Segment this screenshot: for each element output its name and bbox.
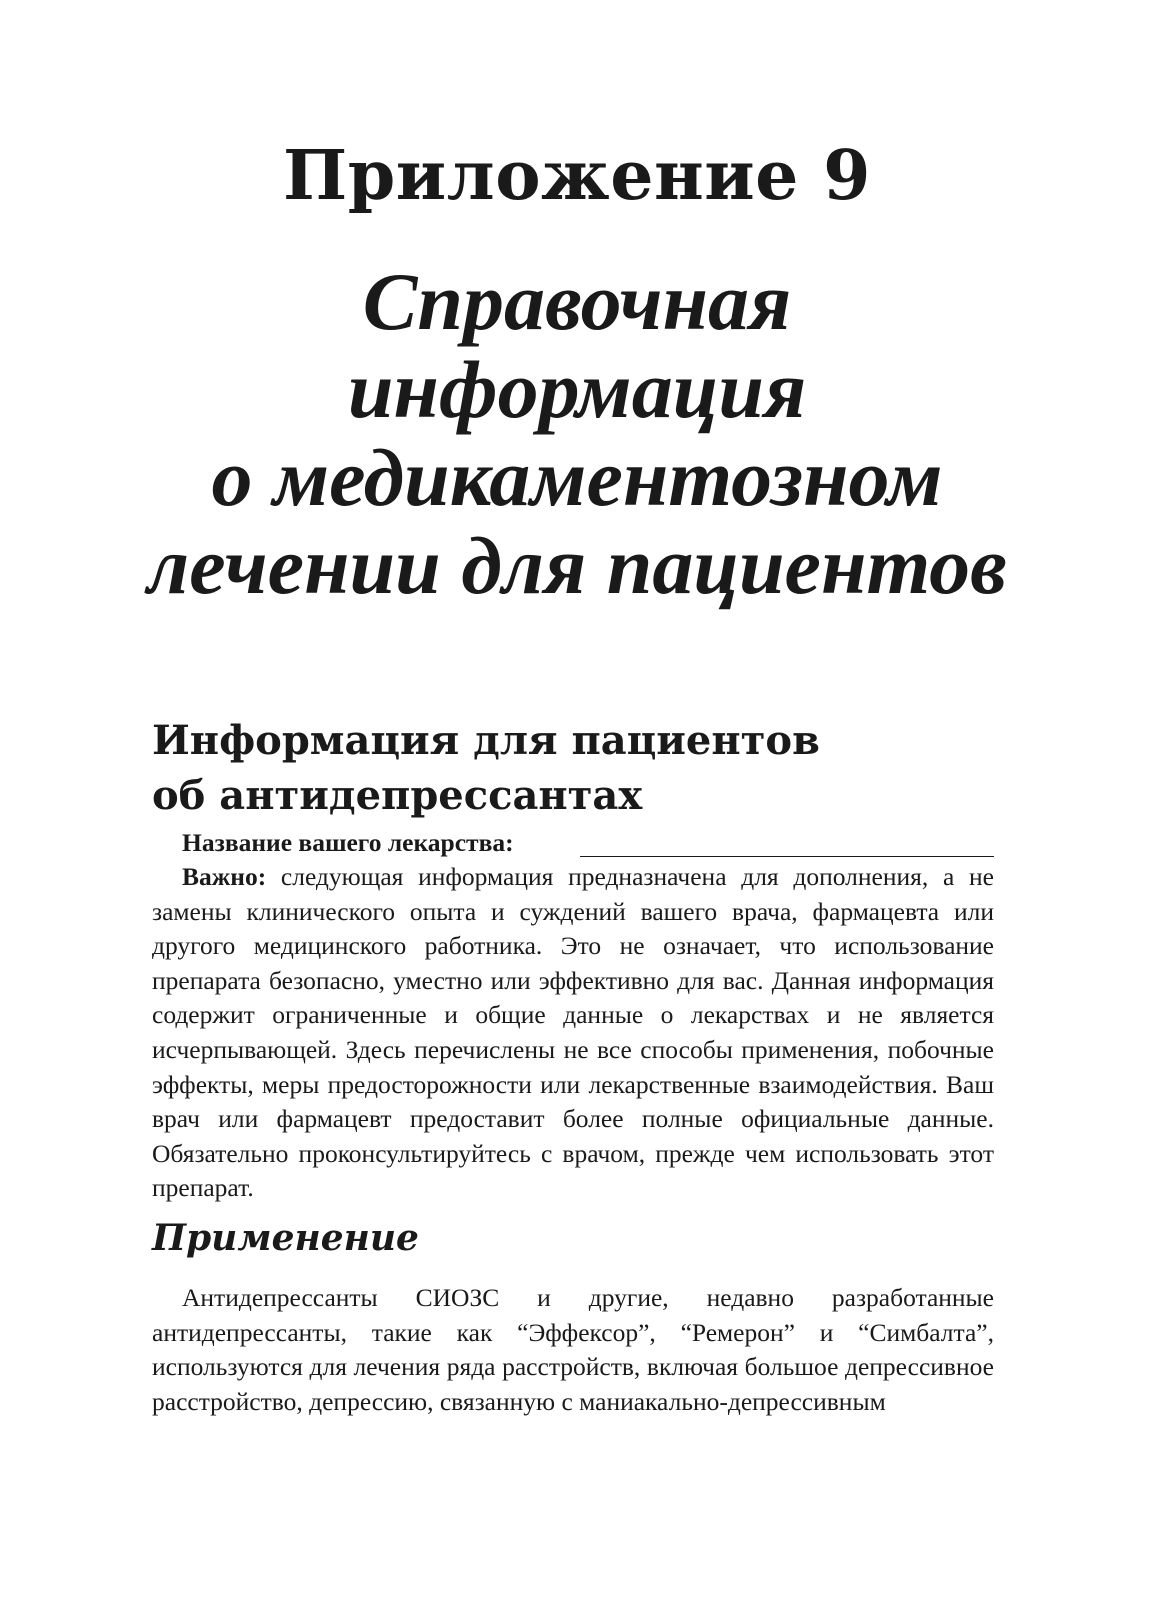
important-paragraph: [152, 860, 994, 1206]
usage-paragraph: Антидепрессанты СИОЗС и другие, недавно разработанные антидепрессанты, такие как “Эффексор”, “Ремерон” и “Симбалта”, используются для лечения ряда расстройств, включая большое депрессивное расстройство, депрессию, связанную с маниакально-депрессивным: [152, 1283, 994, 1416]
usage-heading: Применение: [152, 1217, 419, 1259]
important-text: следующая информация предназначена для дополнения, а не замены клинического опыта и суждений вашего врача, фармацевта или другого медицинского работника. Это не означает, что использование препарата безопасно, уместно или эффективно для вас. Данная информация содержит ограниченные и общие данные о лекарствах и не является исчерпывающей. Здесь перечислены не все способы применения, побочные эффекты, меры предосторожности или лекарственные взаимодействия. Ваш врач или фармацевт предоставит более полные официальные данные. Обязательно проконсультируйтесь с врачом, прежде чем использовать этот препарат.: [152, 862, 994, 1203]
drug-name-field: [152, 826, 994, 860]
appendix-title: Приложение 9: [283, 136, 871, 216]
section-heading-line: об антидепрессантах: [152, 772, 643, 819]
drug-name-label: Название вашего лекарства:: [182, 828, 514, 857]
appendix-subtitle-line: лечении для пациентов: [147, 520, 1007, 611]
section-heading: [152, 713, 1052, 823]
appendix-subtitle-line: о медикаментозном: [211, 432, 943, 523]
drug-name-blank-line: [580, 856, 994, 857]
important-label: Важно:: [182, 862, 267, 891]
section-heading-line: Информация для пациентов: [152, 717, 820, 764]
appendix-subtitle-line: информация: [347, 344, 807, 435]
appendix-subtitle-line: Справочная: [362, 256, 792, 347]
appendix-subtitle: [0, 258, 1154, 610]
